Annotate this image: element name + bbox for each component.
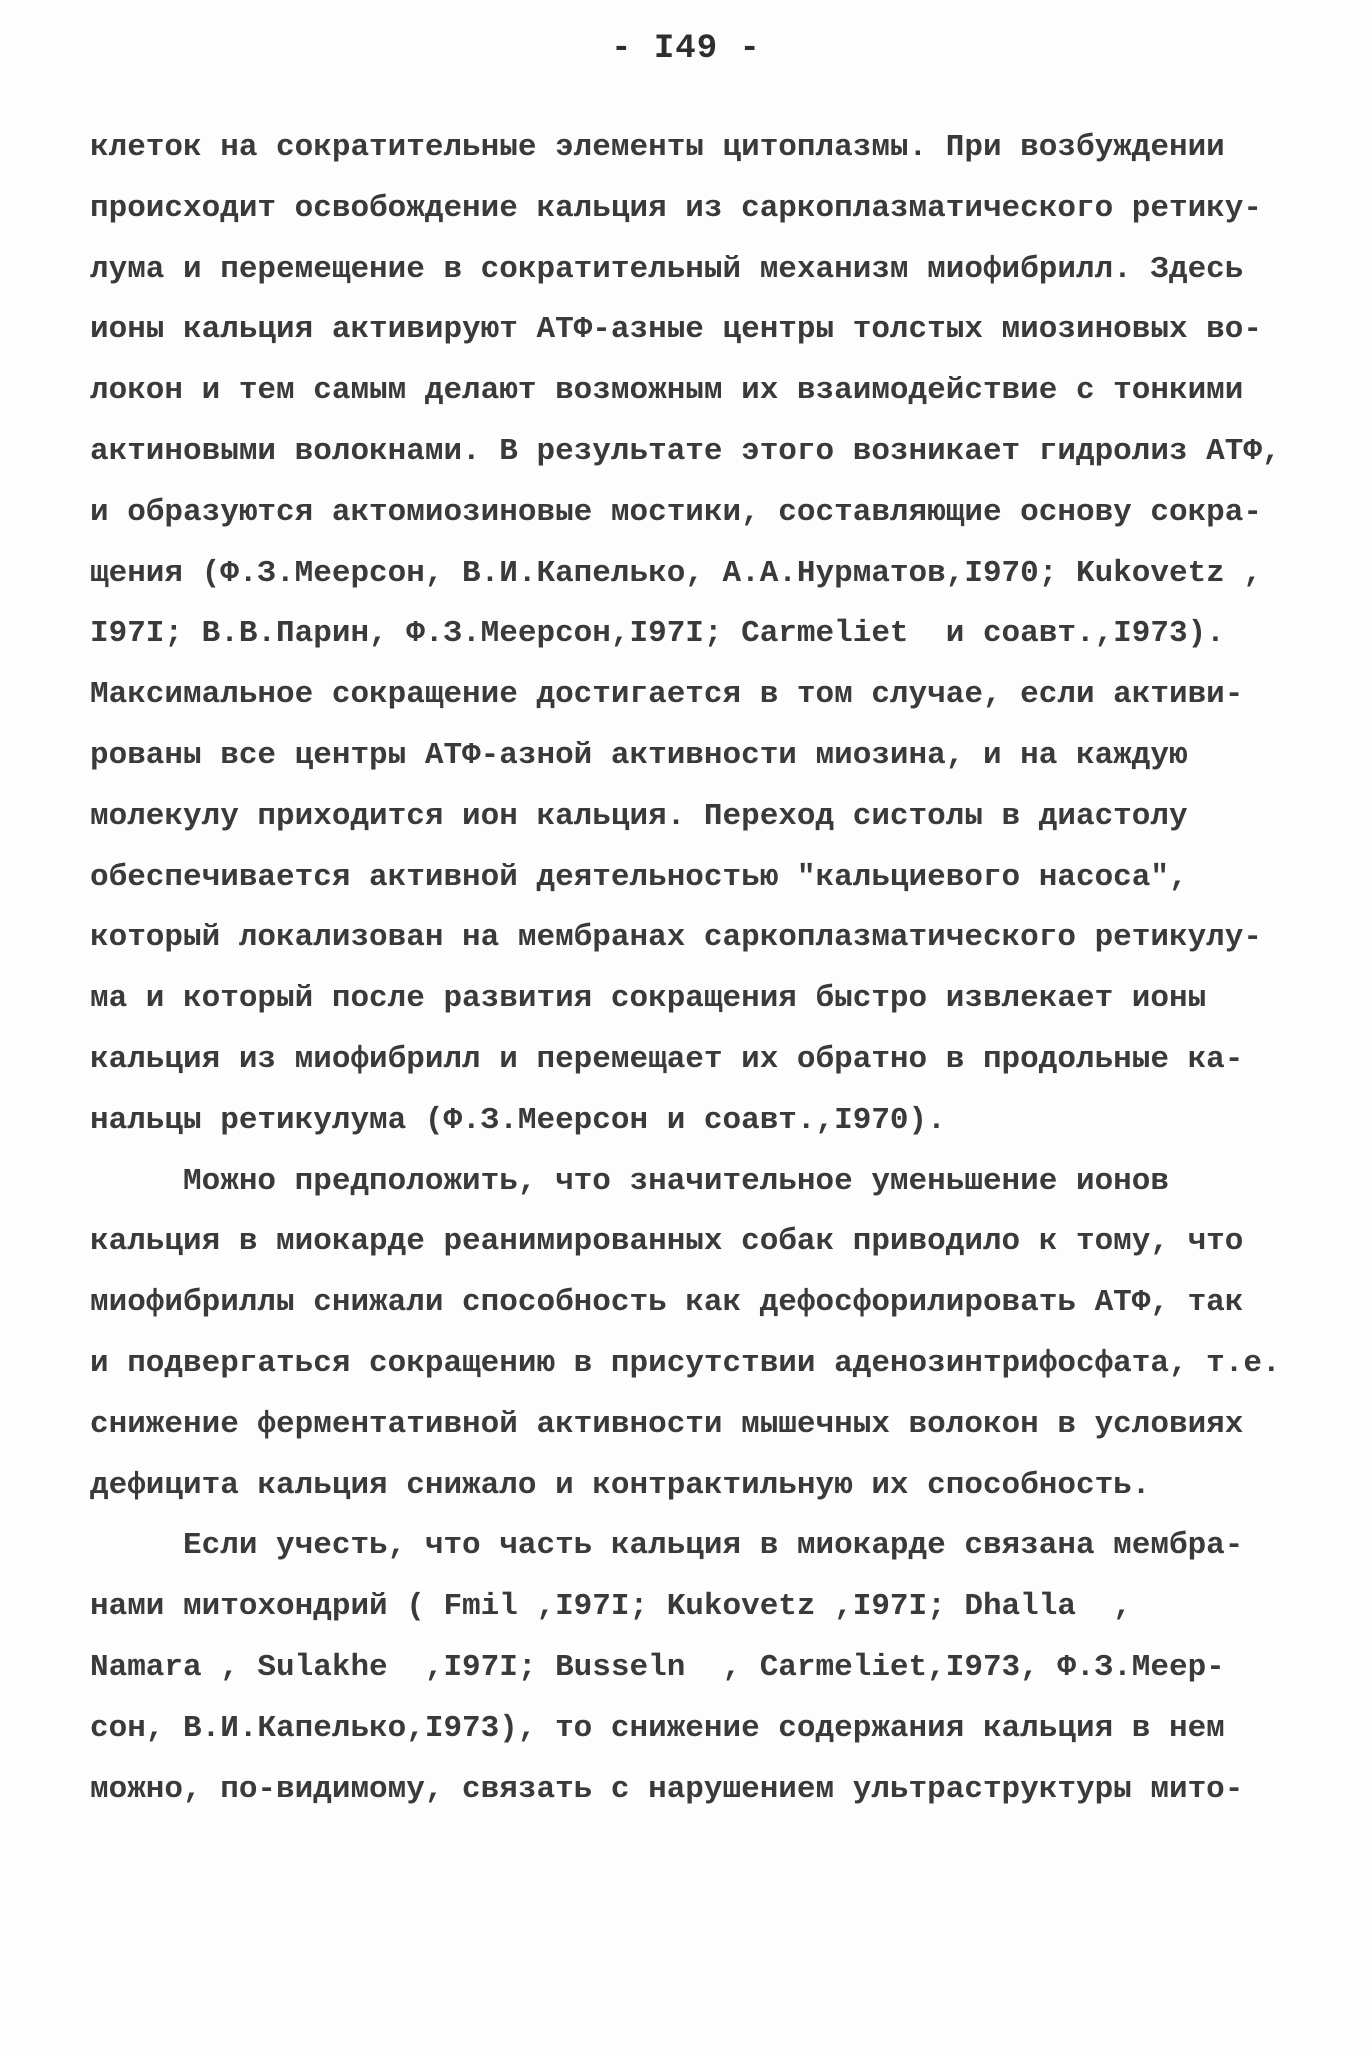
page-number: - I49 -	[611, 30, 761, 68]
text-line: миофибриллы снижали способность как дефосфорилировать АТФ, так	[90, 1285, 1244, 1321]
text-line: лума и перемещение в сократительный механизм миофибрилл. Здесь	[90, 251, 1244, 287]
text-line: рованы все центры АТФ-азной активности миозина, и на каждую	[90, 737, 1188, 773]
text-line: и образуются актомиозиновые мостики, составляющие основу сокра-	[90, 494, 1262, 530]
text-line: и подвергаться сокращению в присутствии аденозинтрифосфата, т.е.	[90, 1345, 1281, 1381]
paragraph-2	[90, 1152, 1280, 1517]
text-line: обеспечивается активной деятельностью "кальциевого насоса",	[90, 859, 1188, 895]
paragraph-3	[90, 1516, 1280, 1820]
text-line: Максимальное сокращение достигается в том случае, если активи-	[90, 677, 1244, 713]
text-line: можно, по-видимому, связать с нарушением ультраструктуры мито-	[90, 1771, 1244, 1807]
text-line: ионы кальция активируют АТФ-азные центры толстых миозиновых во-	[90, 312, 1262, 348]
text-line: Namara , Sulakhe ,I97I; Busseln , Carmeliet,I973, Ф.З.Меер-	[90, 1649, 1225, 1685]
text-line: который локализован на мембранах саркоплазматического ретикулу-	[90, 920, 1262, 956]
text-line: Если учесть, что часть кальция в миокарде связана мембра-	[90, 1528, 1244, 1564]
text-line: молекулу приходится ион кальция. Переход систолы в диастолу	[90, 798, 1188, 834]
text-line: нальцы ретикулума (Ф.З.Меерсон и соавт.,I970).	[90, 1102, 946, 1138]
text-line: щения (Ф.З.Меерсон, В.И.Капелько, А.А.Нурматов,I970; Kukovetz ,	[90, 555, 1262, 591]
text-line: кальция из миофибрилл и перемещает их обратно в продольные ка-	[90, 1041, 1244, 1077]
text-line: ма и который после развития сокращения быстро извлекает ионы	[90, 981, 1207, 1017]
text-line: кальция в миокарде реанимированных собак приводило к тому, что	[90, 1224, 1244, 1260]
text-line: нами митохондрий ( Fmil ,I97I; Kukovetz ,I97I; Dhalla ,	[90, 1589, 1132, 1625]
text-line: Можно предположить, что значительное уменьшение ионов	[90, 1163, 1169, 1199]
text-line: актиновыми волокнами. В результате этого возникает гидролиз АТФ,	[90, 433, 1281, 469]
text-line: сон, В.И.Капелько,I973), то снижение содержания кальция в нем	[90, 1710, 1225, 1746]
text-line: происходит освобождение кальция из саркоплазматического ретику-	[90, 190, 1262, 226]
paragraph-1	[90, 118, 1280, 1152]
text-line: снижение ферментативной активности мышечных волокон в условиях	[90, 1406, 1244, 1442]
body-text	[90, 118, 1280, 1820]
text-line: клеток на сократительные элементы цитоплазмы. При возбуждении	[90, 130, 1225, 165]
text-line: локон и тем самым делают возможным их взаимодействие с тонкими	[90, 373, 1244, 409]
text-line: дефицита кальция снижало и контрактильную их способность.	[90, 1467, 1151, 1503]
text-line: I97I; В.В.Парин, Ф.З.Меерсон,I97I; Carmeliet и соавт.,I973).	[90, 616, 1225, 652]
